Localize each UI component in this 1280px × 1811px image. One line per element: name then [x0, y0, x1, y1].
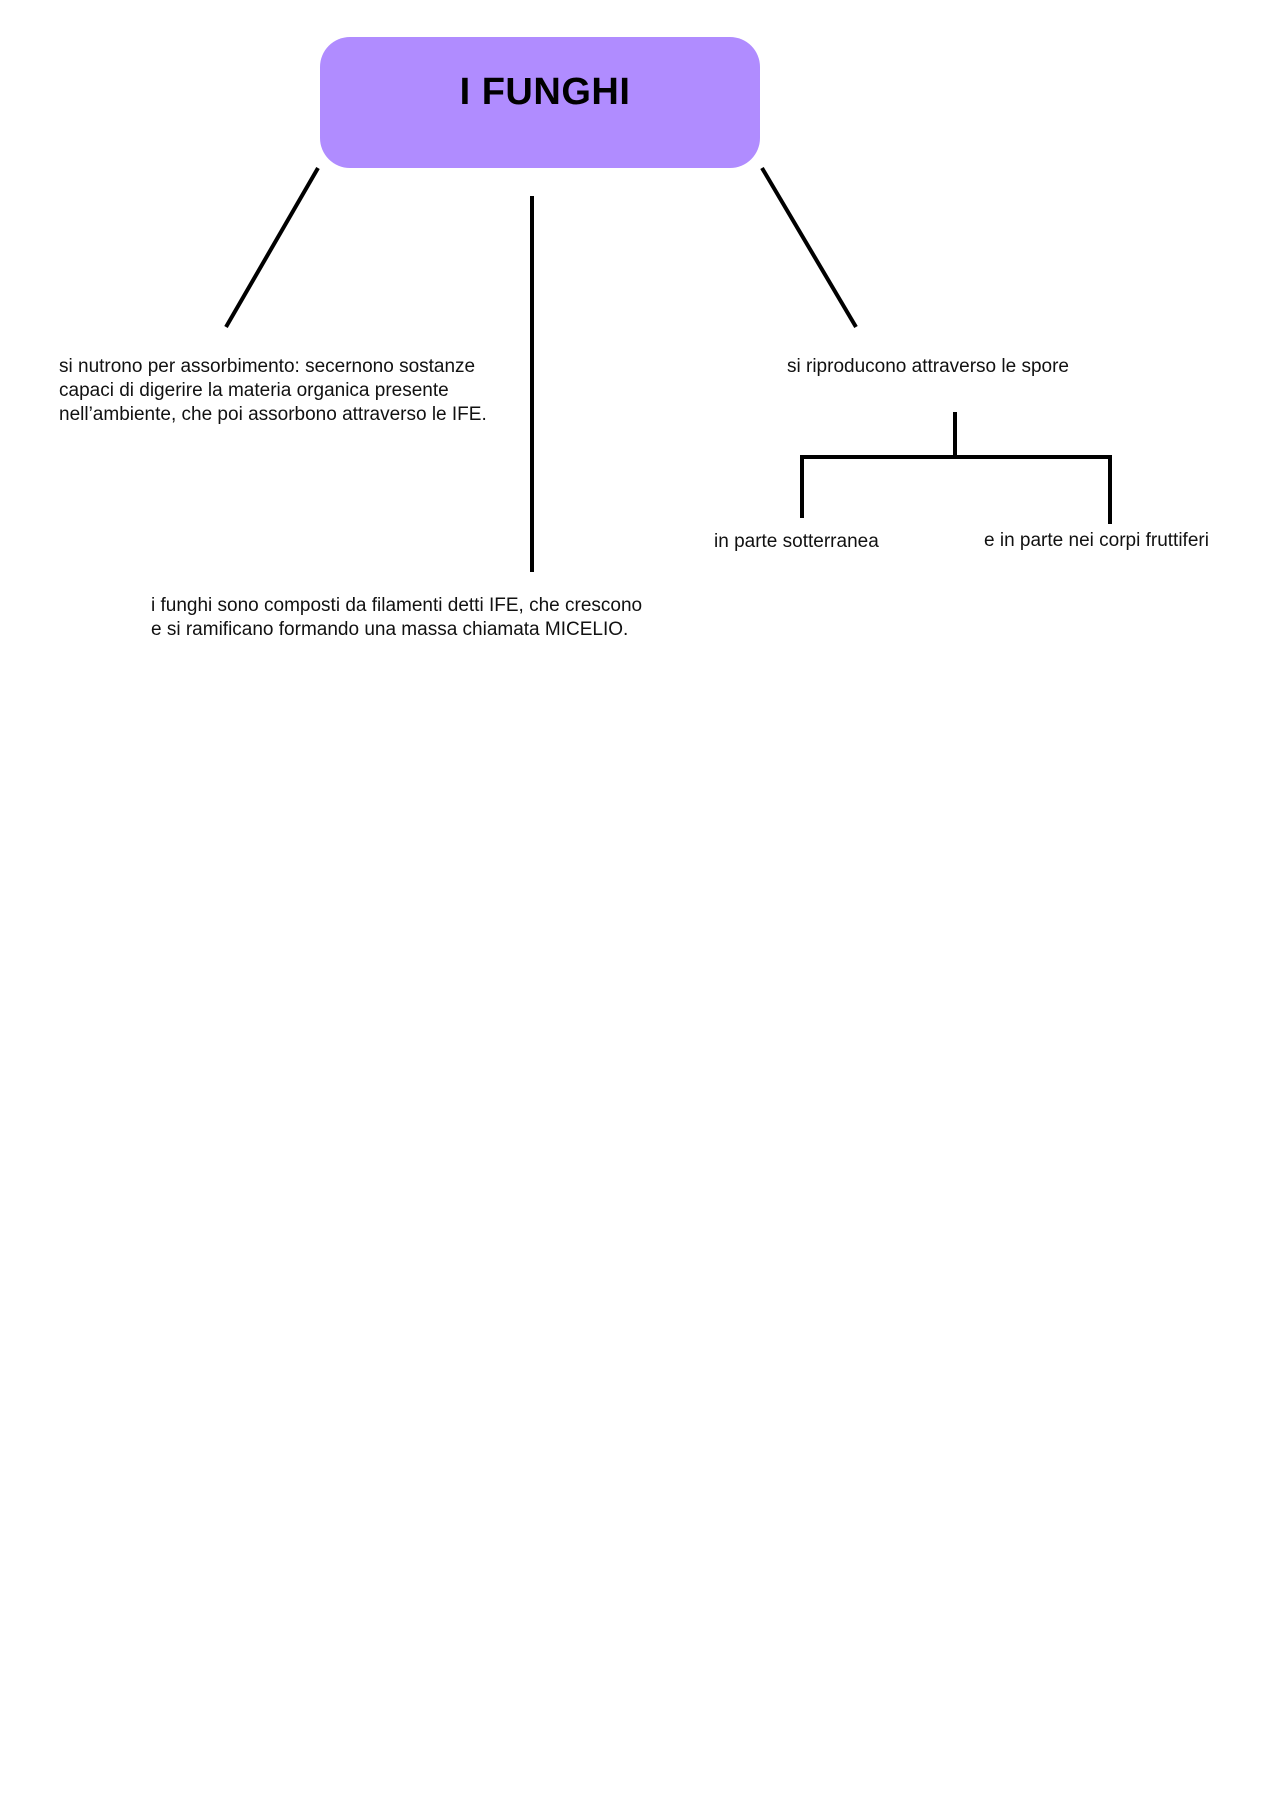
node-reproduction: si riproducono attraverso le spore: [787, 356, 1069, 377]
root-title: I FUNGHI: [459, 71, 631, 113]
node-fruiting-bodies: e in parte nei corpi fruttiferi: [984, 530, 1209, 551]
node-structure: i funghi sono composti da filamenti detti IFE, che crescono e si ramificano formando una massa chiamata MICELIO.: [151, 595, 643, 640]
connector-nutrition: [226, 168, 318, 327]
connector-reproduction: [762, 168, 856, 327]
node-underground: in parte sotterranea: [714, 531, 879, 552]
node-nutrition: si nutrono per assorbimento: secernono sostanze capaci di digerire la materia organica presente nell’ambiente, che poi assorbono attraverso le IFE.: [59, 356, 487, 425]
